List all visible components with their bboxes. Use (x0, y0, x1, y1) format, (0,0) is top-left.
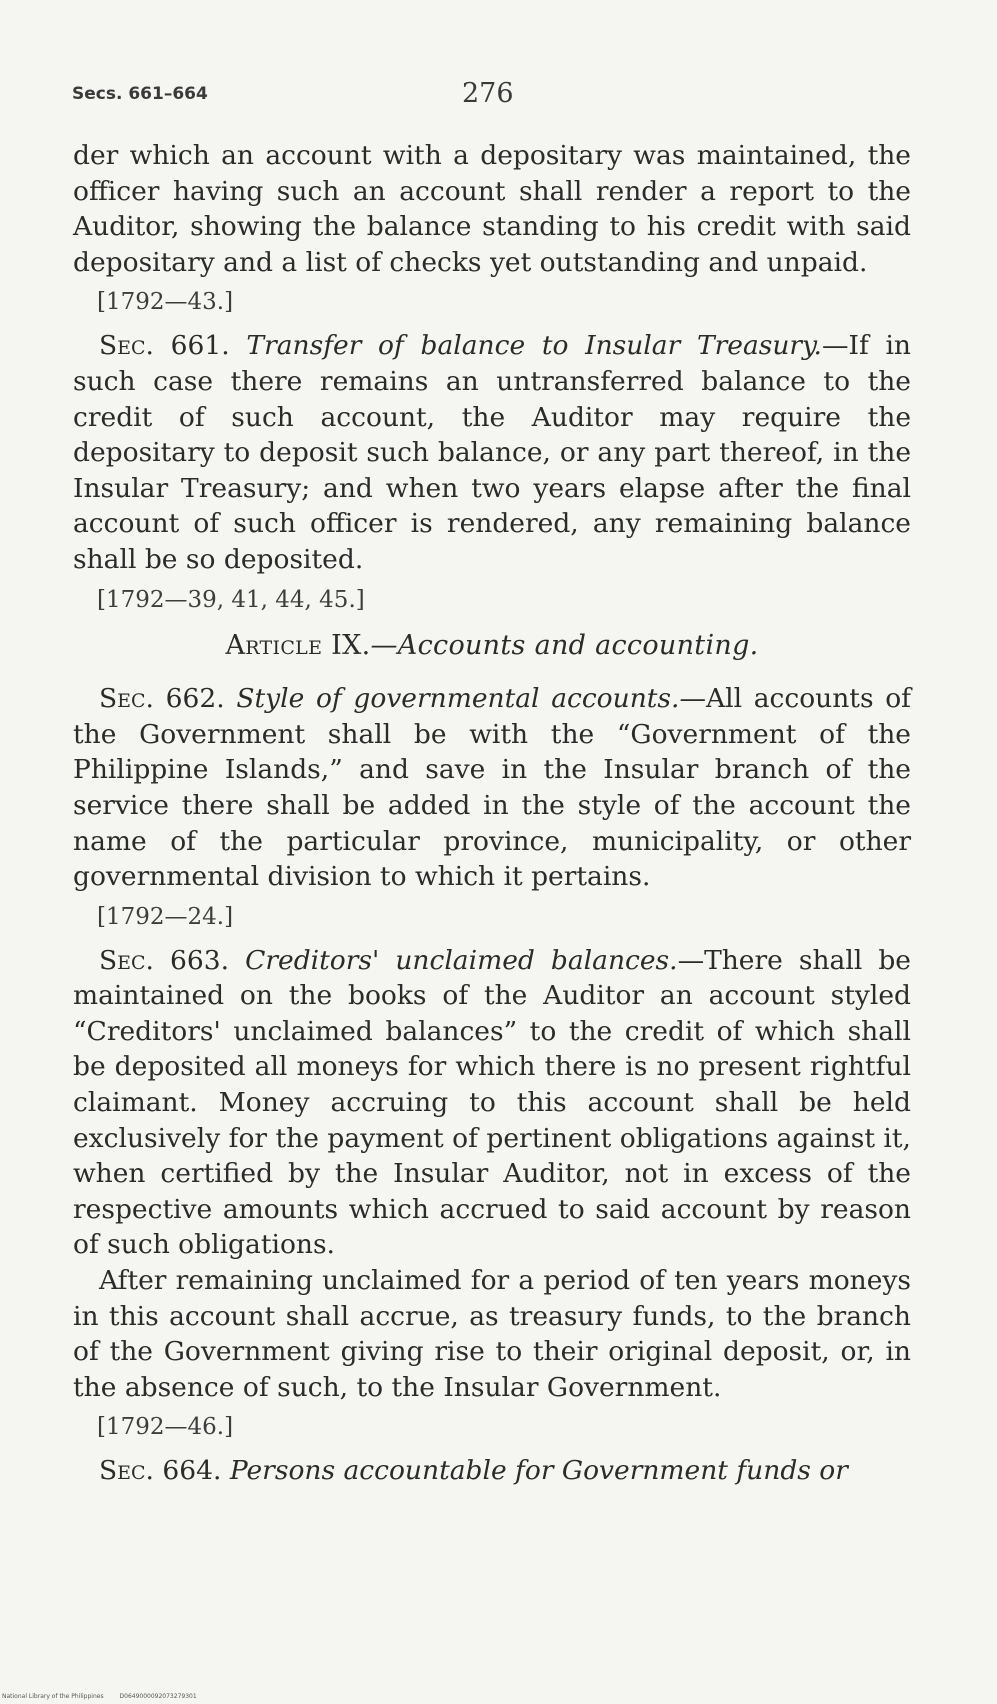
section-663 (73, 943, 911, 1263)
page-header (72, 78, 910, 118)
citation: [1792—39, 41, 44, 45.] (97, 586, 365, 613)
section-label: Sec. 661. (99, 330, 230, 362)
section-text: —All accounts of the Government shall be with the “Government of the Philippine Islands,” and save in the Insular branch of the service there shall be added in the style of the account the name of the particular province, municipality, or other governmental division to which it pertains. (73, 683, 911, 893)
scan-code: D0649000092073279301 (119, 1693, 197, 1700)
section-title: Style of governmental accounts. (236, 683, 680, 715)
section-text: —If in such case there remains an untransferred balance to the credit of such account, the Auditor may require the depositary to deposit such balance, or any part thereof, in the Insular Treasury; and when two years elapse after the final account of such officer is rendered, any remaining balance shall be so deposited. (73, 330, 911, 575)
body-text (73, 138, 911, 1489)
article-heading (73, 628, 911, 664)
section-label: Sec. 664. (99, 1455, 222, 1487)
article-number: Article IX. (225, 629, 371, 661)
library-name: National Library of the Philippines (2, 1693, 104, 1700)
citation: [1792—24.] (97, 903, 234, 930)
continued-paragraph: der which an account with a depositary was maintained, the officer having such an account shall render a report to the Auditor, showing the balance standing to his credit with said depositary and a list of checks yet outstanding and unpaid. (73, 140, 911, 278)
section-label: Sec. 662. (99, 683, 225, 715)
page-number: 276 (462, 78, 514, 109)
citation: [1792—46.] (97, 1414, 234, 1441)
section-text: —There shall be maintained on the books of the Auditor an account styled “Creditors' unclaimed balances” to the credit of which shall be deposited all moneys for which there is no present rightful claimant. Money accruing to this account shall be held exclusively for the payment of pertinent obligations against it, when certified by the Insular Auditor, not in excess of the respective amounts which accrued to said account by reason of such obligations. (73, 944, 911, 1261)
section-title: Creditors' unclaimed balances. (245, 944, 678, 976)
section-664 (73, 1453, 911, 1489)
section-661 (73, 328, 911, 577)
section-label: Sec. 663. (99, 944, 230, 976)
citation: [1792—43.] (97, 289, 234, 316)
section-range: Secs. 661–664 (72, 84, 208, 104)
section-662 (73, 681, 911, 895)
article-title: —Accounts and accounting. (370, 629, 759, 661)
section-title: Persons accountable for Government funds or (229, 1455, 848, 1487)
section-title: Transfer of balance to Insular Treasury. (246, 330, 822, 362)
library-footer (2, 1693, 211, 1700)
section-663-paragraph-2: After remaining unclaimed for a period of ten years moneys in this account shall accrue, as treasury funds, to the branch of the Government giving rise to their original deposit, or, in the absence of such, to the Insular Government. (73, 1265, 911, 1403)
